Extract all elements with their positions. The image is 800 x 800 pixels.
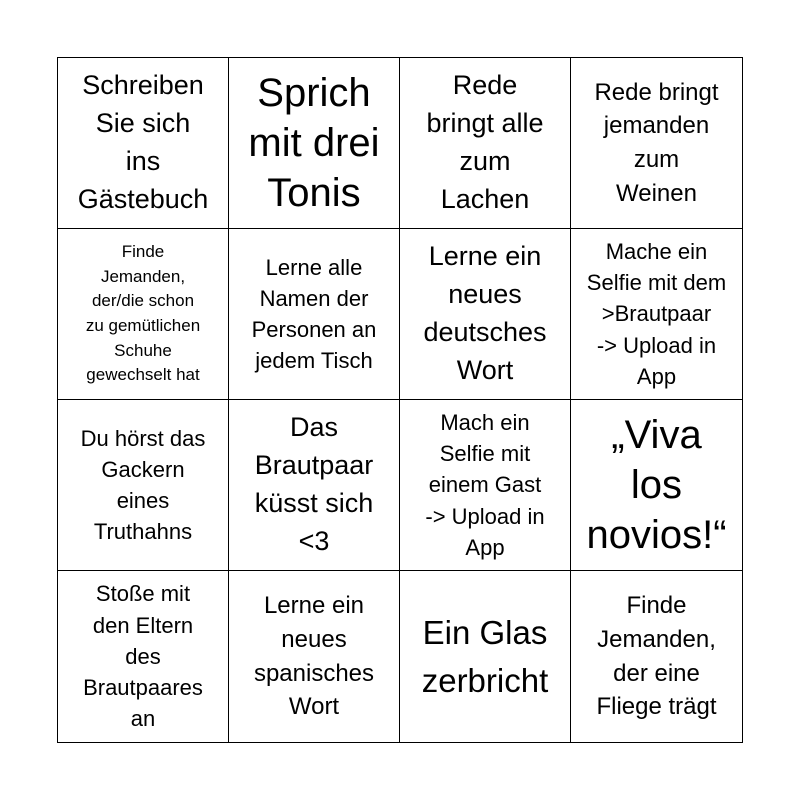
cell-text: Mach ein Selfie mit einem Gast -> Upload in App bbox=[425, 409, 545, 560]
cell-text: Schreiben Sie sich ins Gästebuch bbox=[77, 70, 209, 214]
cell-text: Das Brautpaar küsst sich <3 bbox=[254, 412, 374, 556]
bingo-cell-8[interactable] bbox=[571, 229, 742, 400]
bingo-cell-2[interactable] bbox=[229, 58, 400, 229]
cell-text: Sprich mit drei Tonis bbox=[248, 71, 380, 215]
bingo-board bbox=[57, 57, 743, 743]
bingo-cell-9[interactable] bbox=[58, 400, 229, 571]
bingo-cell-12[interactable] bbox=[571, 400, 742, 571]
cell-text: Rede bringt jemanden zum Weinen bbox=[594, 78, 719, 207]
bingo-cell-13[interactable] bbox=[58, 571, 229, 742]
bingo-cell-16[interactable] bbox=[571, 571, 742, 742]
cell-text: Mache ein Selfie mit dem >Brautpaar -> Upload in App bbox=[586, 238, 727, 389]
cell-text: Lerne ein neues spanisches Wort bbox=[253, 592, 375, 721]
cell-text: Lerne alle Namen der Personen an jedem Tisch bbox=[251, 254, 377, 374]
cell-text: Lerne ein neues deutsches Wort bbox=[423, 241, 547, 385]
cell-text: Du hörst das Gackern eines Truthahns bbox=[80, 425, 206, 545]
bingo-cell-4[interactable] bbox=[571, 58, 742, 229]
bingo-cell-5[interactable] bbox=[58, 229, 229, 400]
cell-text: Ein Glas zerbricht bbox=[421, 613, 549, 699]
bingo-cell-10[interactable] bbox=[229, 400, 400, 571]
cell-text: Stoße mit den Eltern des Brautpaares an bbox=[83, 581, 203, 732]
cell-text: „Viva los novios!“ bbox=[586, 413, 727, 557]
bingo-cell-7[interactable] bbox=[400, 229, 571, 400]
bingo-cell-1[interactable] bbox=[58, 58, 229, 229]
bingo-cell-3[interactable] bbox=[400, 58, 571, 229]
cell-text: Finde Jemanden, der/die schon zu gemütlichen Schuhe gewechselt hat bbox=[85, 242, 201, 385]
cell-text: Rede bringt alle zum Lachen bbox=[426, 70, 544, 214]
cell-text: Finde Jemanden, der eine Fliege trägt bbox=[596, 592, 717, 721]
bingo-cell-15[interactable] bbox=[400, 571, 571, 742]
bingo-cell-11[interactable] bbox=[400, 400, 571, 571]
bingo-cell-6[interactable] bbox=[229, 229, 400, 400]
bingo-cell-14[interactable] bbox=[229, 571, 400, 742]
